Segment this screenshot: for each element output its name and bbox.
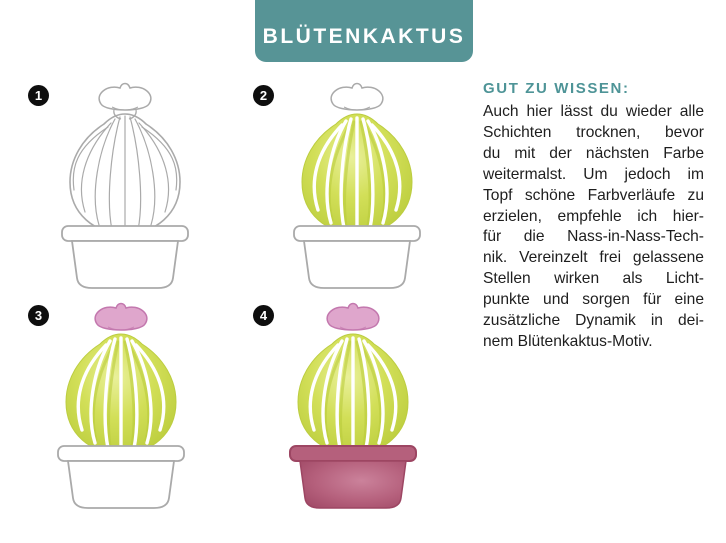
plant-pot bbox=[294, 226, 420, 288]
cactus-flower bbox=[327, 304, 379, 331]
step-4-illustration-fully-painted bbox=[268, 300, 438, 510]
cactus-flower bbox=[331, 84, 383, 111]
info-line: nem Blütenkaktus-Motiv. bbox=[483, 332, 653, 350]
page-title: BLÜTENKAKTUS bbox=[262, 24, 466, 48]
title-banner bbox=[255, 0, 473, 62]
cactus-body bbox=[66, 334, 176, 454]
info-line: nik. Vereinzelt frei gelassene bbox=[483, 249, 704, 267]
info-line: du mit der nächsten Farbe bbox=[483, 144, 704, 162]
cactus-body bbox=[302, 114, 412, 234]
info-line: weitermalst. Um jedoch im bbox=[483, 165, 704, 183]
plant-pot bbox=[290, 446, 416, 508]
step-2-illustration-painted-body bbox=[272, 80, 442, 290]
step-3-badge: 3 bbox=[28, 305, 49, 326]
info-line: punkte und sorgen für eine bbox=[483, 291, 704, 309]
info-line: Schichten trocknen, bevor bbox=[483, 123, 704, 141]
cactus-flower bbox=[95, 304, 147, 331]
step-1-illustration-sketch bbox=[40, 80, 210, 290]
cactus-flower bbox=[99, 84, 151, 111]
step-2-badge: 2 bbox=[253, 85, 274, 106]
plant-pot bbox=[62, 226, 188, 288]
plant-pot bbox=[58, 446, 184, 508]
info-line: Topf schöne Farbverläufe zu bbox=[483, 186, 704, 204]
info-line: Stellen wirken als Licht- bbox=[483, 270, 704, 288]
info-line: erzielen, empfehle ich hier- bbox=[483, 207, 704, 225]
info-line: Auch hier lässt du wieder alle bbox=[483, 103, 704, 120]
cactus-body bbox=[70, 110, 180, 234]
info-line: zusätzliche Dynamik in dei- bbox=[483, 312, 704, 330]
step-3-illustration-painted-flower bbox=[36, 300, 206, 510]
info-paragraph bbox=[483, 102, 704, 353]
info-heading: GUT ZU WISSEN: bbox=[483, 80, 630, 97]
cactus-body bbox=[298, 334, 408, 454]
step-4-badge: 4 bbox=[253, 305, 274, 326]
info-panel bbox=[483, 80, 704, 353]
info-line: für die Nass-in-Nass-Tech- bbox=[483, 228, 704, 246]
step-1-badge: 1 bbox=[28, 85, 49, 106]
